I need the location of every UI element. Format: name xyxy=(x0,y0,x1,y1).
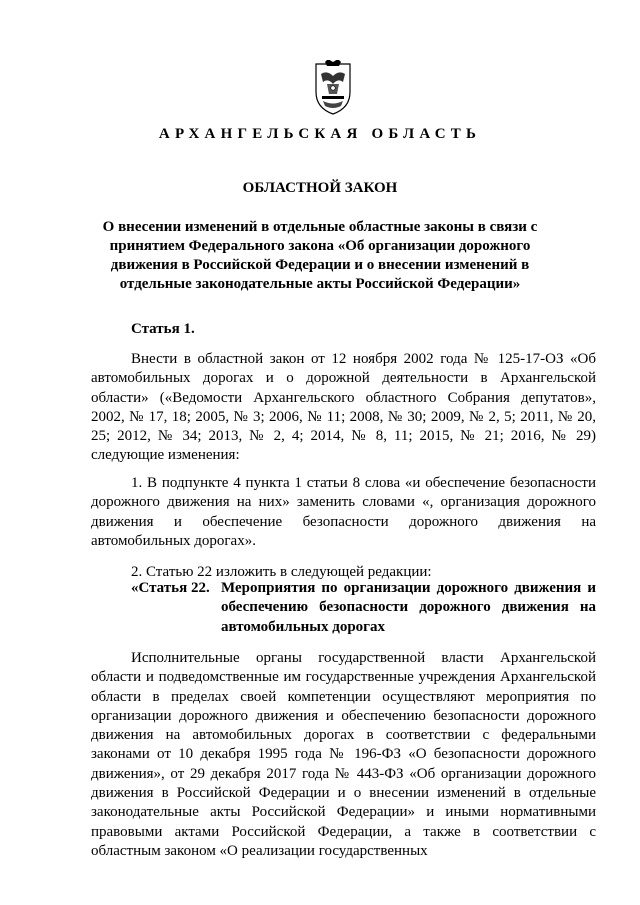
amendment-item-1: 1. В подпункте 4 пункта 1 статьи 8 слова «и обеспечение безопасности дорожного движения на них» заменить словами «, организация дорожного движения и обеспечение безопасности дорожного движения на автомобильных дорогах». xyxy=(91,475,596,549)
amendment-item-2: 2. Статью 22 изложить в следующей редакции: xyxy=(131,564,432,580)
article-22-body: Исполнительные органы государственной власти Архангельской области и подведомственные им государственные учреждения Архангельской области в пределах своей компетенции осуществляют мероприятия по организации дорожного движения и обеспечению безопасности дорожного движения на автомобильных дорогах в соответствии с федеральными законами от 10 декабря 1995 года № 196-ФЗ «О безопасности дорожного движения», от 29 декабря 2017 года № 443-ФЗ «Об организации дорожного движения в Российской Федерации и о внесении изменений в отдельные законодательные акты Российской Федерации» и иными нормативными правовыми актами Российской Федерации, а также в соответствии с областным законом «О реализации государственных xyxy=(91,650,596,859)
document-title: О внесении изменений в отдельные областные законы в связи с принятием Федерального закона «Об организации дорожного движения в Российской Федерации и о внесении изменений в отдельные законодательные акты Российской Федерации» xyxy=(102,219,538,292)
article-1-intro: Внести в областной закон от 12 ноября 2002 года № 125-17-ОЗ «Об автомобильных дорогах и о дорожной деятельности в Архангельской области» («Ведомости Архангельского областного Собрания депутатов», 2002, № 17, 18; 2005, № 3; 2006, № 11; 2008, № 30; 2009, № 2, 5; 2011, № 20, 25; 2012, № 34; 2013, № 2, 4; 2014, № 8, 11; 2015, № 21; 2016, № 29) следующие изменения: xyxy=(91,351,596,464)
document-type: ОБЛАСТНОЙ ЗАКОН xyxy=(242,180,398,196)
region-name: АРХАНГЕЛЬСКАЯ ОБЛАСТЬ xyxy=(158,126,482,142)
article-1-heading: Статья 1. xyxy=(131,321,195,337)
article-22-title: Мероприятия по организации дорожного движения и обеспечению безопасности дорожного движения на автомобильных дорогах xyxy=(221,580,596,635)
article-22-label: «Статья 22. xyxy=(131,580,210,596)
coat-of-arms-icon xyxy=(313,60,353,116)
